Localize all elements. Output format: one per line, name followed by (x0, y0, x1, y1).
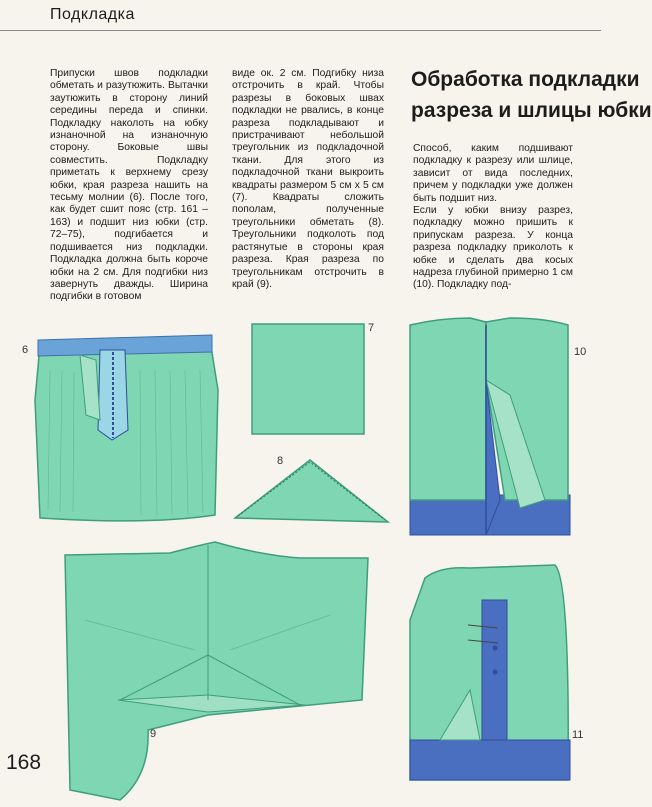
paragraph: Припуски швов подкладки обметать и разутюжить. Вытачки заутюжить в сторону линий середины переда и спинки. Подкладку наколоть на юбку изнаночной на изнаночную сторону. Боковые швы совместить. Подкладку приметать к верхнему срезу юбки, края разреза нашить на тесьму молнии (6). После того, как будет сшит пояс (стр. 161 –163) и подшит низ юбки (стр. 72–75), подгибается и подшивается низ подкладки. Подкладка должна быть короче юбки на 2 см. Для подгибки низ завернуть дважды. Ширина подгибки в готовом (50, 68, 208, 303)
paragraph: виде ок. 2 см. Подгибку низа отстрочить в край. Чтобы разрезы в боковых швах подкладки не рвались, в конце разреза подкладывают и пристрачивают небольшой треугольник из подкладочной ткани. Для этого из подкладочной ткани выкроить квадраты размером 5 см х 5 см (7). Квадраты сложить пополам, полученные треугольники обметать (8). Треугольники подколоть под растянутые в стороны края разреза. Края разреза по треугольникам отстрочить в край (9). (232, 68, 384, 290)
figure-8-triangle (235, 460, 388, 522)
figure-10-slit (410, 318, 570, 535)
figure-6-label: 6 (22, 344, 29, 356)
figure-6-skirt (35, 335, 218, 521)
page-number: 168 (6, 751, 42, 774)
figure-9-label: 9 (150, 728, 157, 740)
figure-11-label: 11 (572, 729, 584, 741)
figure-11-vent (410, 565, 570, 780)
figure-7-square (252, 324, 364, 434)
section-title-line-1: Обработка подкладки (411, 68, 640, 91)
figure-8-label: 8 (277, 455, 284, 467)
section-title-line-2: разреза и шлицы юбки (411, 99, 652, 122)
figure-10-label: 10 (574, 346, 587, 358)
paragraph: Способ, каким подшивают подкладку к разрезу или шлице, зависит от вида последних, причем у подкладки уже должен быть подшит низ. (413, 143, 573, 204)
header-title: Подкладка (50, 6, 135, 23)
paragraph: Если у юбки внизу разрез, подкладку можно пришить к припускам разреза. У конца разреза подкладку приколоть к юбке и сделать два косых надреза глубиной примерно 1 см (10). Подкладку под- (413, 205, 573, 291)
figure-7-label: 7 (368, 322, 375, 334)
figure-9-lining (65, 542, 368, 800)
